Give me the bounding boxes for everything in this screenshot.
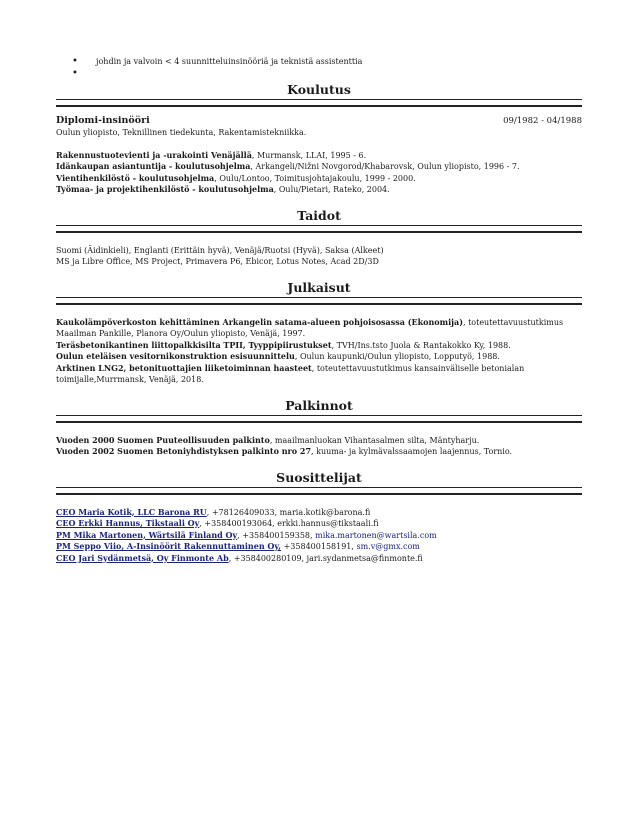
reference-phone: , +358400280109, bbox=[228, 553, 307, 563]
section-divider bbox=[56, 99, 582, 107]
reference-name-link[interactable]: CEO Erkki Hannus, Tikstaali Oy bbox=[56, 518, 200, 528]
publications-title: Julkaisut bbox=[287, 279, 351, 295]
skills-languages: Suomi (Äidinkieli), Englanti (Erittäin hyvä), Venäjä/Ruotsi (Hyvä), Saksa (Alkeet) bbox=[56, 245, 384, 255]
award-detail: , kuuma- ja kylmävalssaamojen laajennus, Tornio. bbox=[311, 447, 513, 456]
publication-detail: , toteutettavuustutkimus kansainväliselle betonialan toimijalle,Murrmansk, Venäjä, 2018. bbox=[56, 363, 525, 384]
reference-email: jari.sydanmetsa@finmonte.fi bbox=[306, 553, 423, 563]
section-divider bbox=[56, 487, 582, 495]
award-item bbox=[56, 446, 582, 458]
reference-phone: , +78126409033, bbox=[206, 507, 280, 517]
reference-phone: +358400158191, bbox=[281, 542, 357, 551]
program-item bbox=[56, 173, 582, 185]
reference-item bbox=[56, 507, 582, 519]
degree-header bbox=[56, 115, 582, 127]
reference-phone: , +358400159358, bbox=[237, 530, 316, 540]
references-title: Suosittelijat bbox=[276, 469, 362, 485]
program-item bbox=[56, 161, 582, 173]
awards-section bbox=[56, 398, 582, 458]
section-divider bbox=[56, 297, 582, 305]
reference-email: erkki.hannus@tikstaali.fi bbox=[277, 519, 379, 528]
experience-bullet-list bbox=[56, 56, 582, 80]
reference-name-link[interactable]: CEO Jari Sydänmetsä, Oy Finmonte Ab bbox=[56, 552, 229, 563]
program-item bbox=[56, 184, 582, 196]
awards-title: Palkinnot bbox=[285, 397, 353, 413]
publication-name: Oulun eteläisen vesitornikonstruktion esisuunnittelu bbox=[56, 351, 295, 361]
resume-page bbox=[56, 56, 582, 564]
award-name: Vuoden 2000 Suomen Puuteollisuuden palkinto bbox=[56, 434, 270, 445]
publication-item bbox=[56, 317, 582, 340]
program-name: Vientihenkilöstö - koulutusohjelma bbox=[56, 172, 215, 183]
degree-title: Diplomi-insinööri bbox=[56, 115, 150, 126]
degree-dates: 09/1982 - 04/1988 bbox=[503, 116, 582, 126]
award-item bbox=[56, 435, 582, 447]
reference-email: maria.kotik@barona.fi bbox=[279, 507, 371, 517]
program-item bbox=[56, 150, 582, 162]
education-title: Koulutus bbox=[287, 82, 351, 97]
section-divider bbox=[56, 415, 582, 423]
reference-item bbox=[56, 530, 582, 542]
award-name: Vuoden 2002 Suomen Betoniyhdistyksen palkinto nro 27 bbox=[56, 446, 312, 456]
degree-school: Oulun yliopisto, Teknillinen tiedekunta, Rakentamistekniikka. bbox=[56, 128, 307, 137]
program-detail: , Murmansk, LLAI, 1995 - 6. bbox=[251, 150, 367, 160]
program-name: Työmaa- ja projektihenkilöstö - koulutusohjelma bbox=[56, 184, 274, 194]
publication-detail: , Oulun kaupunki/Oulun yliopisto, Lopputyö, 1988. bbox=[294, 352, 500, 361]
education-section bbox=[56, 82, 582, 196]
publication-name: Kaukolämpöverkoston kehittäminen Arkangelin satama-alueen pohjoisosassa (Ekonomija) bbox=[56, 316, 463, 327]
publication-item bbox=[56, 351, 582, 363]
publication-detail: , TVH/Ins.tsto Juola & Rantakokko Ky, 1988. bbox=[331, 340, 511, 350]
publication-name: Arktinen LNG2, betonituottajien liiketoiminnan haasteet bbox=[56, 362, 312, 373]
experience-bullet-empty bbox=[72, 68, 582, 80]
publication-item bbox=[56, 363, 582, 386]
award-detail: , maailmanluokan Vihantasalmen silta, Mäntyharju. bbox=[269, 435, 480, 445]
publication-item bbox=[56, 340, 582, 352]
reference-name-link[interactable]: PM Seppo Viio, A-Insinöörit Rakennuttaminen Oy, bbox=[56, 541, 282, 551]
references-section bbox=[56, 470, 582, 565]
reference-email-link[interactable]: sm.v@gmx.com bbox=[356, 542, 420, 551]
reference-item bbox=[56, 541, 582, 553]
program-name: Idänkaupan asiantuntija - koulutusohjelma bbox=[56, 161, 251, 171]
skills-section bbox=[56, 208, 582, 268]
reference-phone: , +358400193064, bbox=[199, 519, 278, 528]
publication-detail: , toteutettavuustutkimus Maailman Pankille, Planora Oy/Oulun yliopisto, Venäjä, 1997. bbox=[56, 317, 564, 338]
reference-email-link[interactable]: mika.martonen@wartsila.com bbox=[315, 530, 437, 540]
skills-software: MS ja Libre Office, MS Project, Primavera P6, Ebicor, Lotus Notes, Acad 2D/3D bbox=[56, 257, 379, 266]
experience-bullet: • johdin ja valvoin < 4 suunnitteluinsinööriä ja teknistä assistenttia bbox=[72, 56, 582, 68]
program-detail: , Oulu/Pietari, Rateko, 2004. bbox=[273, 185, 390, 194]
skills-title: Taidot bbox=[297, 207, 341, 223]
program-detail: , Arkangeli/Nižni Novgorod/Khabarovsk, Oulun yliopisto, 1996 - 7. bbox=[250, 162, 520, 171]
publications-section bbox=[56, 280, 582, 386]
reference-item bbox=[56, 553, 582, 565]
section-divider bbox=[56, 225, 582, 233]
reference-name-link[interactable]: PM Mika Martonen, Wärtsilä Finland Oy bbox=[56, 529, 238, 540]
program-detail: , Oulu/Lontoo, Toimitusjohtajakoulu, 1999 - 2000. bbox=[214, 173, 416, 183]
reference-name-link[interactable]: CEO Maria Kotik, LLC Barona RU bbox=[56, 506, 207, 517]
publication-name: Teräsbetonikantinen liittopalkkisilta TPII, Tyyppipiirustukset bbox=[56, 339, 332, 350]
reference-item bbox=[56, 518, 582, 530]
program-name: Rakennustuotevienti ja -urakointi Venäjällä bbox=[56, 149, 252, 160]
